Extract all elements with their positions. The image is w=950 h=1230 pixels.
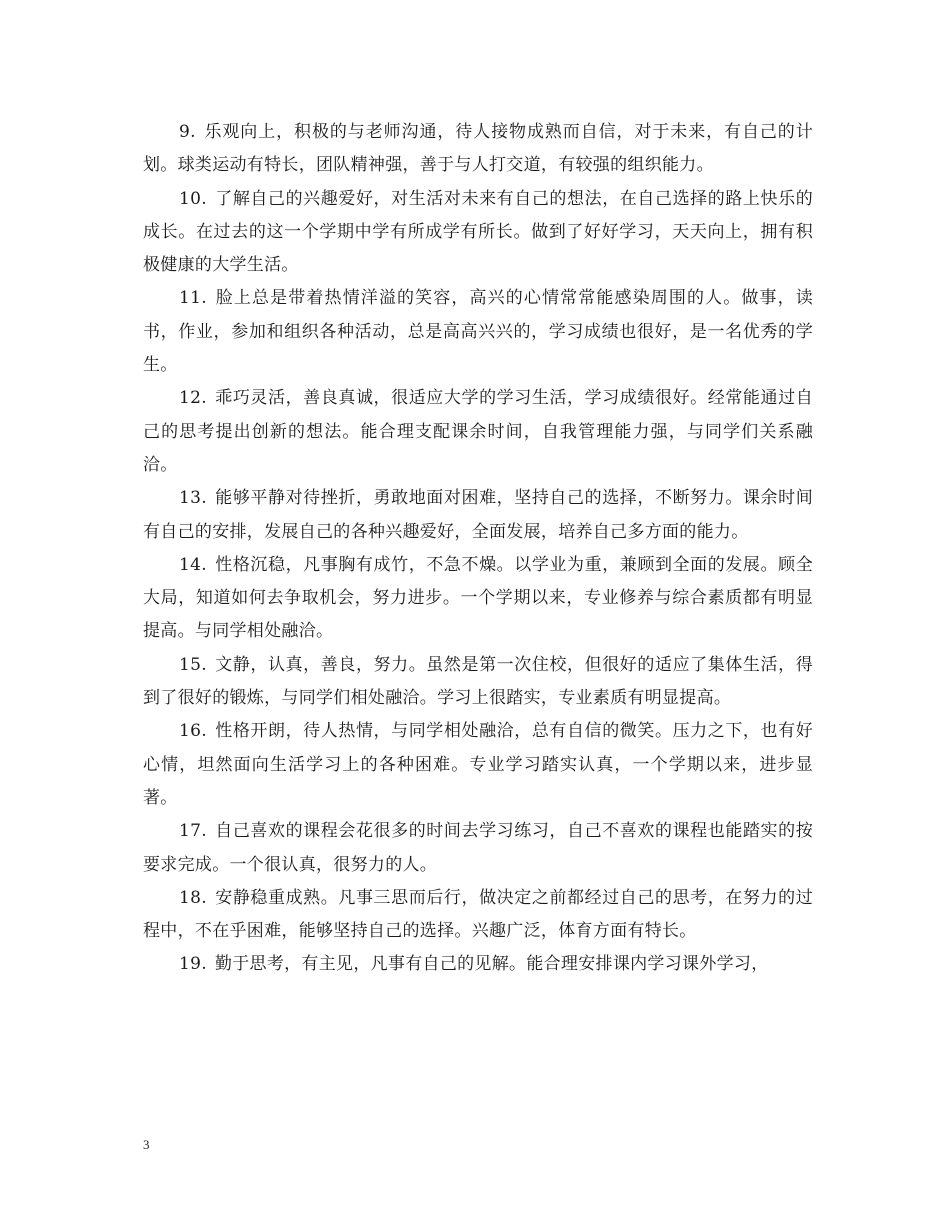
paragraph-text: 能够平静对待挫折，勇敢地面对困难，坚持自己的选择，不断努力。课余时间有自己的安排，发展自己的各种兴趣爱好，全面发展，培养自己多方面的能力。 [143, 488, 813, 542]
paragraph-13 [143, 482, 813, 549]
page-number: 3 [143, 1137, 150, 1152]
paragraph-19 [143, 948, 813, 981]
paragraph-number: 14. [179, 554, 207, 575]
paragraph-9 [143, 116, 813, 183]
paragraph-number: 19. [179, 954, 207, 975]
paragraph-16 [143, 715, 813, 815]
paragraph-number: 9. [179, 122, 196, 142]
paragraph-number: 13. [179, 488, 207, 509]
paragraph-number: 10. [179, 188, 207, 209]
paragraph-10 [143, 183, 813, 283]
paragraph-text: 性格开朗，待人热情，与同学相处融洽，总有自信的微笑。压力之下，也有好心情，坦然面向生活学习上的各种困难。专业学习踏实认真，一个学期以来，进步显著。 [143, 721, 813, 808]
paragraph-text: 乖巧灵活，善良真诚，很适应大学的学习生活，学习成绩很好。经常能通过自己的思考提出创新的想法。能合理支配课余时间，自我管理能力强，与同学们关系融洽。 [143, 388, 813, 475]
paragraph-number: 17. [179, 821, 207, 842]
paragraph-14 [143, 549, 813, 649]
paragraph-12 [143, 382, 813, 482]
paragraph-text: 性格沉稳，凡事胸有成竹，不急不燥。以学业为重，兼顾到全面的发展。顾全大局，知道如何去争取机会，努力进步。一个学期以来，专业修养与综合素质都有明显提高。与同学相处融洽。 [143, 554, 813, 642]
document-body [143, 116, 813, 982]
paragraph-number: 11. [179, 288, 207, 309]
paragraph-number: 12. [179, 388, 207, 409]
paragraph-text: 自己喜欢的课程会花很多的时间去学习练习，自己不喜欢的课程也能踏实的按要求完成。一个很认真，很努力的人。 [143, 821, 813, 875]
paragraph-text: 了解自己的兴趣爱好，对生活对未来有自己的想法，在自己选择的路上快乐的成长。在过去的这一个学期中学有所成学有所长。做到了好好学习，天天向上，拥有积极健康的大学生活。 [143, 188, 813, 276]
paragraph-text: 安静稳重成熟。凡事三思而后行，做决定之前都经过自己的思考，在努力的过程中，不在乎困难，能够坚持自己的选择。兴趣广泛，体育方面有特长。 [143, 887, 813, 942]
paragraph-number: 15. [179, 654, 207, 675]
paragraph-18 [143, 882, 813, 949]
paragraph-text: 乐观向上，积极的与老师沟通，待人接物成熟而自信，对于未来，有自己的计划。球类运动有特长，团队精神强，善于与人打交道，有较强的组织能力。 [143, 122, 813, 176]
paragraph-11 [143, 282, 813, 382]
paragraph-text: 文静，认真，善良，努力。虽然是第一次住校，但很好的适应了集体生活，得到了很好的锻炼，与同学们相处融洽。学习上很踏实，专业素质有明显提高。 [143, 654, 813, 709]
paragraph-text: 勤于思考，有主见，凡事有自己的见解。能合理安排课内学习课外学习， [214, 954, 769, 975]
paragraph-number: 16. [179, 721, 207, 742]
paragraph-text: 脸上总是带着热情洋溢的笑容，高兴的心情常常能感染周围的人。做事，读书，作业，参加和组织各种活动，总是高高兴兴的，学习成绩也很好，是一名优秀的学生。 [143, 288, 813, 376]
paragraph-15 [143, 649, 813, 716]
paragraph-number: 18. [179, 887, 207, 908]
paragraph-17 [143, 815, 813, 882]
